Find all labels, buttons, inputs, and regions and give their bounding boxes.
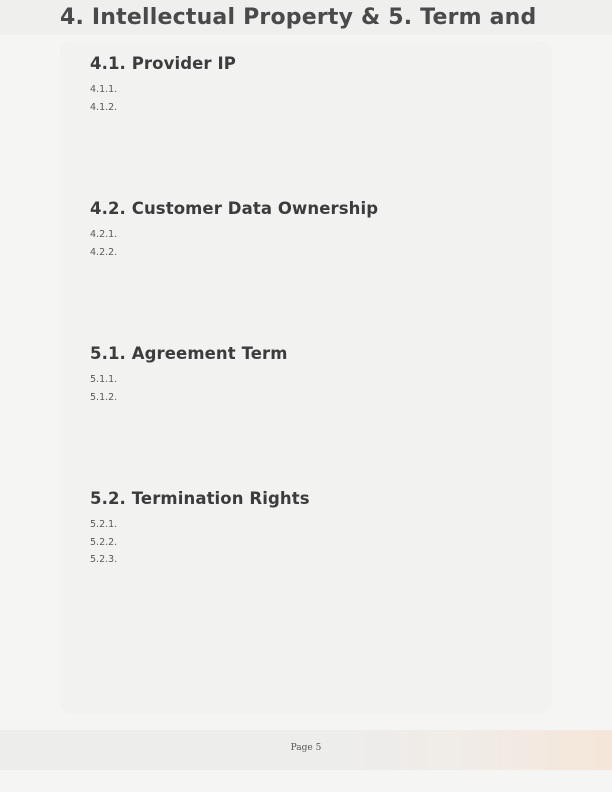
- section-title: 5.2. Termination Rights: [90, 489, 310, 508]
- list-item: 5.2.3.: [90, 554, 118, 565]
- list-item: 4.1.2.: [90, 101, 118, 113]
- section-title: 5.1. Agreement Term: [90, 344, 288, 363]
- section-termination-rights: [90, 488, 530, 569]
- list-item: 4.2.2.: [90, 246, 118, 258]
- clause-list: [90, 371, 530, 406]
- clause-list: [90, 516, 530, 569]
- section-agreement-term: [90, 343, 530, 406]
- page-title: 4. Intellectual Property & 5. Term and: [60, 5, 537, 30]
- page-footer: [0, 730, 612, 770]
- list-item: 5.2.2.: [90, 536, 118, 548]
- section-title: 4.2. Customer Data Ownership: [90, 199, 379, 218]
- section-customer-data-ownership: [90, 198, 530, 261]
- list-item: 5.1.1.: [90, 374, 118, 385]
- section-provider-ip: [90, 53, 530, 116]
- list-item: 5.1.2.: [90, 391, 118, 403]
- content-card: [60, 41, 552, 714]
- list-item: 4.1.1.: [90, 84, 118, 95]
- section-title: 4.1. Provider IP: [90, 54, 236, 73]
- clause-list: [90, 81, 530, 116]
- clause-list: [90, 226, 530, 261]
- list-item: 4.2.1.: [90, 229, 118, 240]
- list-item: 5.2.1.: [90, 519, 118, 530]
- page-number: Page 5: [290, 743, 322, 753]
